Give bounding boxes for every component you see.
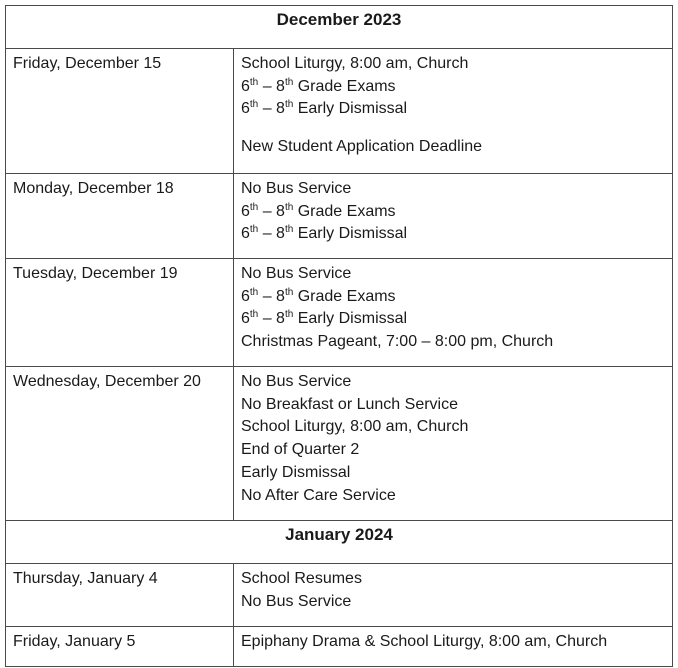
date-label: Friday, January 5 — [13, 633, 136, 650]
table-row — [6, 367, 673, 521]
event-item: 6th – 8th Early Dismissal — [241, 99, 408, 118]
table-row — [6, 627, 673, 667]
event-item: Early Dismissal — [241, 463, 351, 481]
event-item: No Bus Service — [241, 180, 352, 197]
table-row — [6, 259, 673, 367]
event-item: School Liturgy, 8:00 am, Church — [241, 418, 469, 436]
event-item: 6th – 8th Early Dismissal — [241, 309, 408, 328]
event-item: No Breakfast or Lunch Service — [241, 395, 458, 413]
events-cell — [234, 627, 673, 667]
event-item: School Liturgy, 8:00 am, Church — [241, 55, 469, 72]
date-cell — [6, 49, 234, 174]
table-row — [6, 49, 673, 174]
date-cell — [6, 174, 234, 259]
date-label: Thursday, January 4 — [13, 570, 158, 587]
event-item: No After Care Service — [241, 486, 396, 504]
events-cell — [234, 367, 673, 521]
event-item: Epiphany Drama & School Liturgy, 8:00 am, Church — [241, 633, 608, 650]
event-item: New Student Application Deadline — [241, 138, 483, 156]
date-label: Monday, December 18 — [13, 180, 174, 197]
event-item: 6th – 8th Early Dismissal — [241, 224, 408, 243]
month-header-row — [6, 6, 673, 49]
month-title: January 2024 — [6, 521, 673, 564]
event-item: 6th – 8th Grade Exams — [241, 201, 396, 220]
events-cell — [234, 174, 673, 259]
event-item: 6th – 8th Grade Exams — [241, 286, 396, 305]
month-header-row — [6, 521, 673, 564]
date-cell — [6, 627, 234, 667]
date-label: Friday, December 15 — [13, 55, 162, 72]
event-item: No Bus Service — [241, 592, 352, 610]
events-cell — [234, 564, 673, 627]
event-item: No Bus Service — [241, 265, 352, 282]
event-item: School Resumes — [241, 570, 362, 587]
events-cell — [234, 49, 673, 174]
date-label: Wednesday, December 20 — [13, 373, 201, 390]
date-label: Tuesday, December 19 — [13, 265, 178, 282]
event-item: No Bus Service — [241, 373, 352, 390]
month-title: December 2023 — [6, 6, 673, 49]
table-row — [6, 174, 673, 259]
event-item: Christmas Pageant, 7:00 – 8:00 pm, Church — [241, 333, 554, 351]
date-cell — [6, 259, 234, 367]
date-cell — [6, 367, 234, 521]
date-cell — [6, 564, 234, 627]
table-row — [6, 564, 673, 627]
school-calendar-table — [5, 5, 673, 667]
event-item: 6th – 8th Grade Exams — [241, 76, 396, 95]
event-item: End of Quarter 2 — [241, 441, 360, 459]
events-cell — [234, 259, 673, 367]
